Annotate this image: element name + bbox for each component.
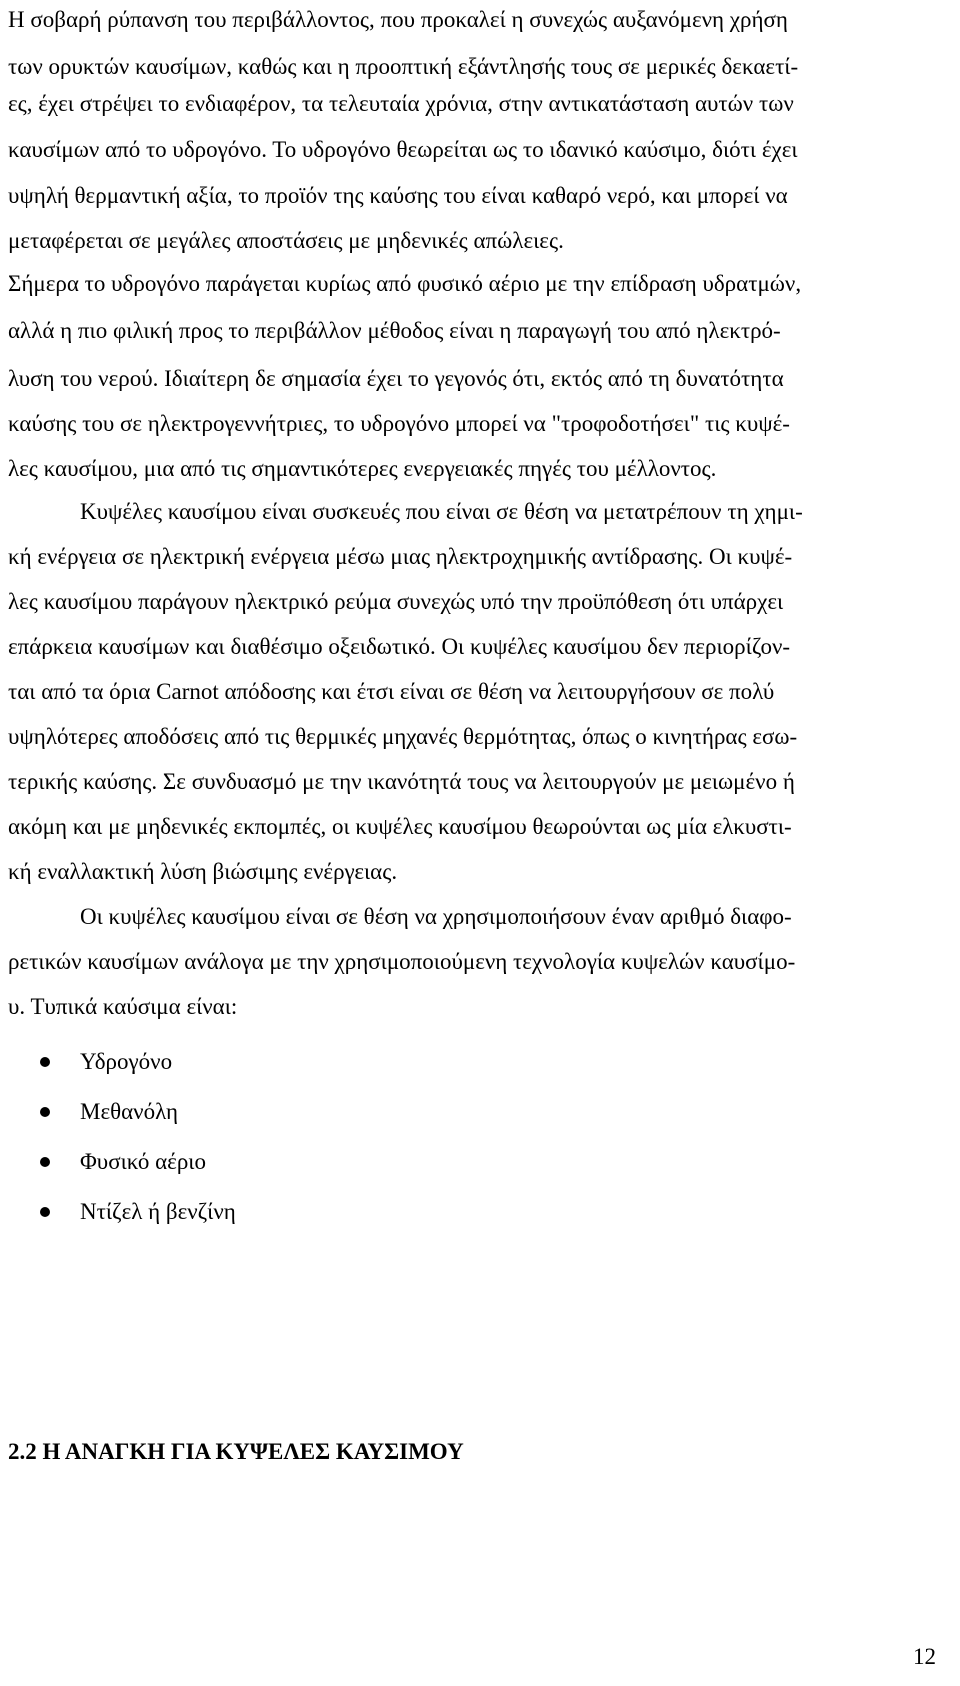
list-item: [40, 1200, 236, 1223]
paragraph2-line-4: επάρκεια καυσίμων και διαθέσιμο οξειδωτικό. Οι κυψέλες καυσίμου δεν περιορίζον-: [8, 634, 791, 659]
paragraph1-line-4: καυσίμων από το υδρογόνο. Το υδρογόνο θεωρείται ως το ιδανικό καύσιμο, διότι έχει: [8, 137, 798, 162]
page-number: 12: [913, 1644, 936, 1669]
paragraph1-line-3: ες, έχει στρέψει το ενδιαφέρον, τα τελευταία χρόνια, στην αντικατάσταση αυτών των: [8, 91, 794, 116]
paragraph1-line-8: αλλά η πιο φιλική προς το περιβάλλον μέθοδος είναι η παραγωγή του από ηλεκτρό-: [8, 318, 781, 343]
paragraph2-line-7: τερικής καύσης. Σε συνδυασμό με την ικανότητά τους να λειτουργούν με μειωμένο ή: [8, 769, 795, 794]
paragraph1-line-5: υψηλή θερμαντική αξία, το προϊόν της καύσης του είναι καθαρό νερό, και μπορεί να: [8, 183, 788, 208]
paragraph2-line-9: κή εναλλακτική λύση βιώσιμης ενέργειας.: [8, 859, 398, 884]
list-item-text: Ντίζελ ή βενζίνη: [80, 1199, 236, 1224]
paragraph1-line-2: των ορυκτών καυσίμων, καθώς και η προοπτική εξάντλησής τους σε μερικές δεκαετί-: [8, 54, 799, 79]
section-heading: 2.2 Η ΑΝΑΓΚΗ ΓΙΑ ΚΥΨΕΛΕΣ ΚΑΥΣΙΜΟΥ: [8, 1439, 464, 1464]
paragraph2-line-5: ται από τα όρια Carnot απόδοσης και έτσι είναι σε θέση να λειτουργήσουν σε πολύ: [8, 679, 775, 704]
paragraph1-line-11: λες καυσίμου, μια από τις σημαντικότερες ενεργειακές πηγές του μέλλοντος.: [8, 456, 717, 481]
paragraph2-line-8: ακόμη και με μηδενικές εκπομπές, οι κυψέλες καυσίμου θεωρούνται ως μία ελκυστι-: [8, 814, 792, 839]
paragraph1-line-9: λυση του νερού. Ιδιαίτερη δε σημασία έχει το γεγονός ότι, εκτός από τη δυνατότητα: [8, 366, 784, 391]
bullet-icon: [40, 1057, 50, 1067]
paragraph1-line-7: Σήμερα το υδρογόνο παράγεται κυρίως από φυσικό αέριο με την επίδραση υδρατμών,: [8, 271, 802, 296]
paragraph3-line-3: υ. Τυπικά καύσιμα είναι:: [8, 994, 238, 1019]
paragraph2-line-6: υψηλότερες αποδόσεις από τις θερμικές μηχανές θερμότητας, όπως ο κινητήρας εσω-: [8, 724, 798, 749]
list-item: [40, 1150, 206, 1173]
list-item-text: Υδρογόνο: [80, 1049, 173, 1074]
paragraph1-line-6: μεταφέρεται σε μεγάλες αποστάσεις με μηδενικές απώλειες.: [8, 228, 564, 253]
paragraph2-line-3: λες καυσίμου παράγουν ηλεκτρικό ρεύμα συνεχώς υπό την προϋπόθεση ότι υπάρχει: [8, 589, 784, 614]
bullet-icon: [40, 1157, 50, 1167]
paragraph1-line-1: Η σοβαρή ρύπανση του περιβάλλοντος, που προκαλεί η συνεχώς αυξανόμενη χρήση: [8, 7, 788, 32]
bullet-icon: [40, 1107, 50, 1117]
paragraph2-line-1: Κυψέλες καυσίμου είναι συσκευές που είναι σε θέση να μετατρέπουν τη χημι-: [80, 499, 803, 524]
list-item-text: Μεθανόλη: [80, 1099, 179, 1124]
list-item: [40, 1050, 172, 1073]
paragraph2-line-2: κή ενέργεια σε ηλεκτρική ενέργεια μέσω μιας ηλεκτροχημικής αντίδρασης. Οι κυψέ-: [8, 544, 793, 569]
list-item-text: Φυσικό αέριο: [80, 1149, 206, 1174]
list-item: [40, 1100, 178, 1123]
paragraph1-line-10: καύσης του σε ηλεκτρογεννήτριες, το υδρογόνο μπορεί να "τροφοδοτήσει" τις κυψέ-: [8, 411, 790, 436]
bullet-icon: [40, 1207, 50, 1217]
paragraph3-line-2: ρετικών καυσίμων ανάλογα με την χρησιμοποιούμενη τεχνολογία κυψελών καυσίμο-: [8, 949, 796, 974]
paragraph3-line-1: Οι κυψέλες καυσίμου είναι σε θέση να χρησιμοποιήσουν έναν αριθμό διαφο-: [80, 904, 792, 929]
